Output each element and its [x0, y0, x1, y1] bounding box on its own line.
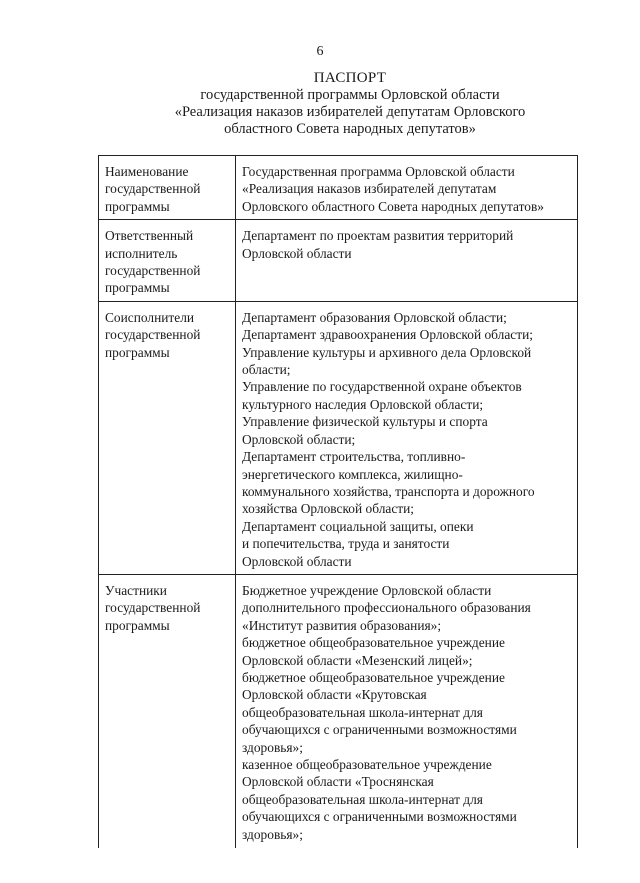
- row-value-line: Орловской области «Троснянская: [242, 774, 434, 790]
- row-value-line: обучающихся с ограниченными возможностями: [242, 722, 517, 738]
- row-label-line: государственной: [105, 600, 201, 616]
- row-value-line: области;: [242, 362, 291, 378]
- row-value-line: и попечительства, труда и занятости: [242, 536, 450, 552]
- row-label-line: Соисполнители: [105, 309, 195, 325]
- row-value-participants: [236, 574, 578, 848]
- row-label-co-executors: [99, 301, 236, 574]
- page-number: 6: [316, 44, 324, 59]
- row-label-line: Участники: [105, 582, 167, 598]
- row-value-line: хозяйства Орловской области;: [242, 501, 414, 517]
- row-value-line: «Реализация наказов избирателей депутатам: [242, 181, 497, 197]
- table-row-program-name: [99, 156, 578, 220]
- row-value-line: Управление по государственной охране объектов: [242, 379, 522, 395]
- row-label-line: программы: [105, 344, 170, 360]
- row-value-line: Государственная программа Орловской области: [242, 164, 515, 179]
- row-value-line: Департамент здравоохранения Орловской области;: [242, 327, 533, 343]
- row-label-line: государственной: [105, 263, 201, 279]
- table-row-participants: [99, 574, 578, 848]
- row-value-line: дополнительного профессионального образования: [242, 600, 531, 616]
- row-value-line: Бюджетное учреждение Орловской области: [242, 582, 492, 598]
- passport-table: [98, 155, 578, 848]
- row-label-line: исполнитель: [105, 245, 178, 261]
- row-label-line: программы: [105, 280, 170, 296]
- row-value-line: здоровья»;: [242, 739, 303, 755]
- row-value-line: Орловского областного Совета народных депутатов»: [242, 198, 545, 214]
- passport-subtitle-line-3: областного Совета народных депутатов»: [224, 121, 476, 137]
- row-value-line: Орловской области: [242, 245, 352, 261]
- row-value-line: коммунального хозяйства, транспорта и дорожного: [242, 483, 535, 499]
- row-label-line: государственной: [105, 181, 201, 197]
- row-value-line: Департамент строительства, топливно-: [242, 449, 466, 465]
- row-value-line: Департамент социальной защиты, опеки: [242, 518, 474, 534]
- row-value-line: бюджетное общеобразовательное учреждение: [242, 669, 505, 685]
- row-value-responsible-executor: [236, 220, 578, 302]
- row-value-program-name: [236, 156, 578, 220]
- table-row-co-executors: [99, 301, 578, 574]
- row-value-line: общеобразовательная школа-интернат для: [242, 791, 483, 807]
- row-label-line: Ответственный: [105, 228, 194, 244]
- row-value-co-executors: [236, 301, 578, 574]
- passport-title-block: [40, 70, 640, 138]
- row-value-line: обучающихся с ограниченными возможностями: [242, 809, 517, 825]
- row-label-program-name: [99, 156, 236, 220]
- passport-title: ПАСПОРТ: [313, 70, 387, 86]
- row-label-line: государственной: [105, 327, 201, 343]
- row-value-line: бюджетное общеобразовательное учреждение: [242, 635, 505, 651]
- row-value-line: Орловской области «Мезенский лицей»;: [242, 652, 473, 668]
- row-value-line: Орловской области «Крутовская: [242, 687, 427, 703]
- row-label-responsible-executor: [99, 220, 236, 302]
- row-value-line: «Институт развития образования»;: [242, 617, 442, 633]
- passport-subtitle-line-1: государственной программы Орловской области: [200, 87, 500, 103]
- row-value-line: Управление культуры и архивного дела Орловской: [242, 344, 532, 360]
- table-row-responsible-executor: [99, 220, 578, 302]
- row-value-line: Орловской области;: [242, 431, 356, 447]
- row-label-participants: [99, 574, 236, 848]
- row-label-line: программы: [105, 617, 170, 633]
- row-value-line: казенное общеобразовательное учреждение: [242, 757, 492, 772]
- row-value-line: Орловской области: [242, 553, 352, 569]
- row-value-line: Департамент по проектам развития территорий: [242, 228, 514, 244]
- row-label-line: Наименование: [105, 164, 189, 179]
- row-value-line: здоровья»;: [242, 826, 303, 842]
- row-value-line: общеобразовательная школа-интернат для: [242, 704, 483, 720]
- row-value-line: Департамент образования Орловской области;: [242, 309, 507, 325]
- passport-subtitle-line-2: «Реализация наказов избирателей депутатам Орловского: [174, 104, 526, 120]
- row-value-line: энергетического комплекса, жилищно-: [242, 466, 463, 482]
- row-value-line: культурного наследия Орловской области;: [242, 396, 484, 412]
- row-value-line: Управление физической культуры и спорта: [242, 414, 488, 430]
- row-label-line: программы: [105, 198, 170, 214]
